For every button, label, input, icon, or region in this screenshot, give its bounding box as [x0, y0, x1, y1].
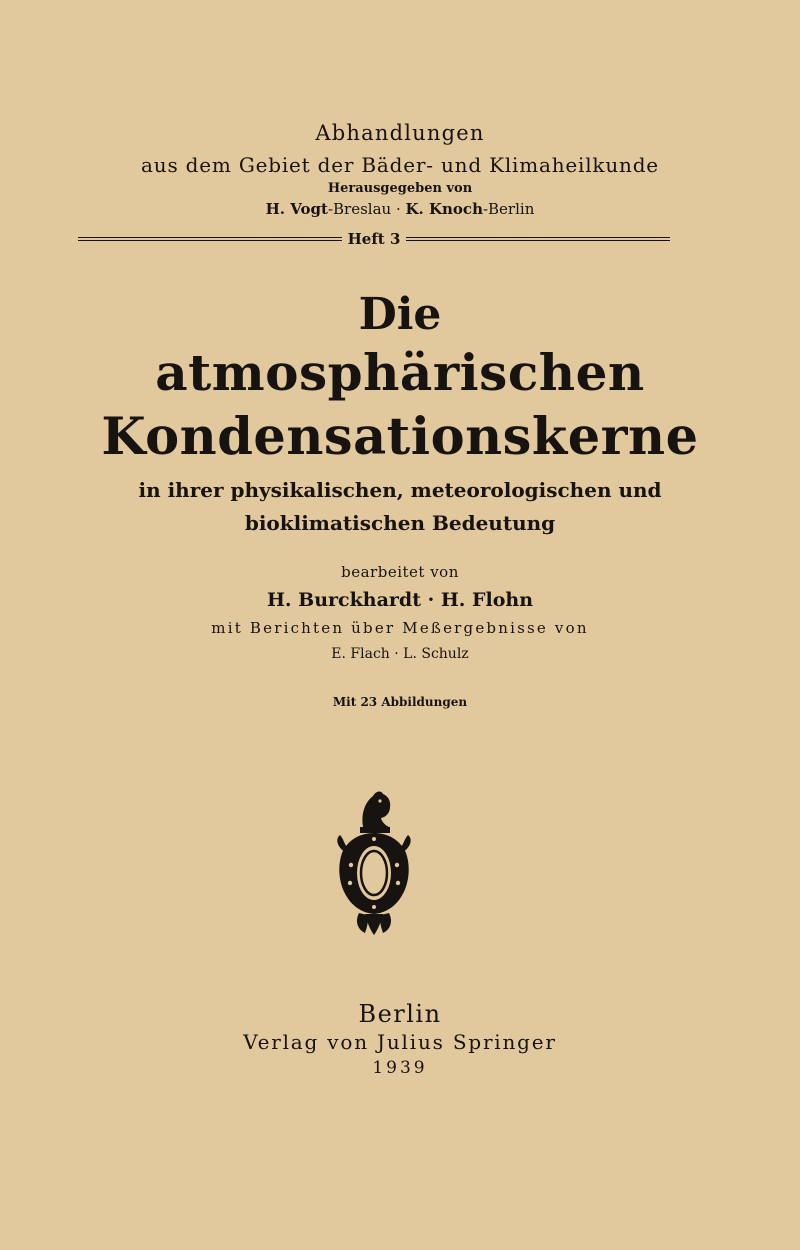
issue-number: Heft 3: [347, 230, 401, 248]
double-rule-right: [406, 237, 670, 241]
reports-label: mit Berichten über Meßergebnisse von: [211, 619, 589, 637]
reporters: E. Flach · L. Schulz: [331, 646, 469, 662]
springer-knight-emblem-icon: [333, 787, 415, 937]
series-subtitle: aus dem Gebiet der Bäder- und Klimaheilkunde: [141, 153, 659, 177]
publication-year: 1939: [372, 1058, 428, 1078]
authors: H. Burckhardt · H. Flohn: [266, 589, 534, 611]
double-rule-left: [78, 237, 342, 241]
book-title-line-1: Die: [358, 289, 442, 340]
series-title: Abhandlungen: [315, 121, 485, 145]
book-subtitle-line-2: bioklimatischen Bedeutung: [244, 511, 556, 535]
issue-rule: [78, 229, 670, 249]
editor-intro: Herausgegeben von: [327, 181, 473, 196]
series-editors: [0, 202, 800, 217]
editor-separator: ·: [391, 200, 406, 218]
edited-by-label: bearbeitet von: [341, 563, 459, 581]
editor-2-place: -Berlin: [482, 200, 535, 218]
illustrations-note: Mit 23 Abbildungen: [332, 695, 468, 709]
editor-2-name: K. Knoch: [405, 200, 483, 218]
editor-1-place: -Breslau: [327, 200, 392, 218]
editor-1-name: H. Vogt: [265, 200, 328, 218]
book-title-line-3: Kondensationskerne: [101, 407, 699, 467]
book-title-line-2: atmosphärischen: [155, 343, 645, 402]
book-subtitle-line-1: in ihrer physikalischen, meteorologischen und: [138, 478, 662, 502]
publication-city: Berlin: [358, 1000, 442, 1028]
publisher: Verlag von Julius Springer: [243, 1030, 557, 1054]
